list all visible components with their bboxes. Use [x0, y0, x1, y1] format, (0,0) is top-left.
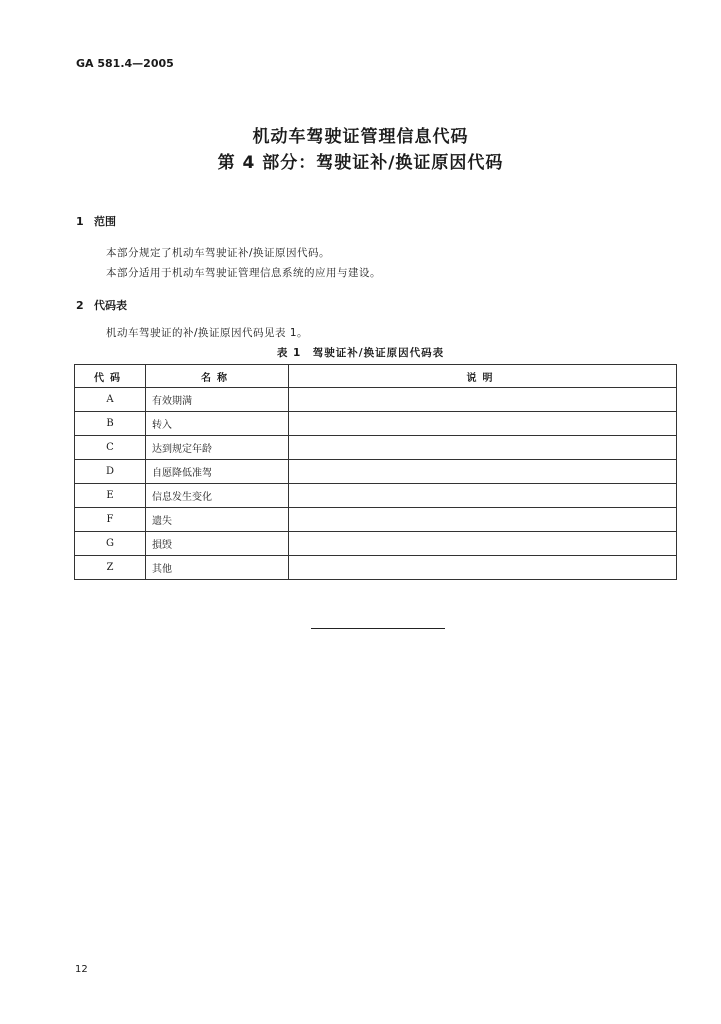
cell-code: B: [75, 412, 146, 436]
end-rule-divider: [311, 628, 445, 629]
cell-description: [289, 436, 677, 460]
cell-description: [289, 484, 677, 508]
cell-code: A: [75, 388, 146, 412]
cell-description: [289, 508, 677, 532]
cell-code: E: [75, 484, 146, 508]
table-row: [75, 460, 677, 484]
table-row: [75, 484, 677, 508]
cell-code: F: [75, 508, 146, 532]
cell-name: 有效期满: [146, 388, 289, 412]
cell-code: D: [75, 460, 146, 484]
cell-name: 自愿降低准驾: [146, 460, 289, 484]
cell-code: G: [75, 532, 146, 556]
cell-code: Z: [75, 556, 146, 580]
table-caption: 表 1 驾驶证补/换证原因代码表: [276, 347, 445, 359]
section-number: 1: [76, 215, 84, 228]
table-row: [75, 436, 677, 460]
cell-name: 信息发生变化: [146, 484, 289, 508]
section-number: 2: [76, 299, 84, 312]
document-subtitle: 第 4 部分：驾驶证补/换证原因代码: [217, 153, 504, 173]
table-header-row: [75, 365, 677, 388]
header-name: 名称: [146, 365, 289, 388]
table-row: [75, 508, 677, 532]
cell-name: 損毁: [146, 532, 289, 556]
section-title: 范围: [94, 215, 116, 228]
standard-code: GA 581.4—2005: [76, 57, 174, 70]
table-row: [75, 556, 677, 580]
cell-description: [289, 556, 677, 580]
table-row: [75, 388, 677, 412]
paragraph: 本部分适用于机动车驾驶证管理信息系统的应用与建设。: [106, 267, 381, 279]
cell-description: [289, 460, 677, 484]
cell-description: [289, 388, 677, 412]
code-table: [74, 364, 677, 580]
cell-name: 遗失: [146, 508, 289, 532]
table-row: [75, 412, 677, 436]
cell-description: [289, 412, 677, 436]
section-title: 代码表: [94, 299, 127, 312]
cell-name: 达到规定年龄: [146, 436, 289, 460]
header-description: 说明: [289, 365, 677, 388]
page-number: 12: [75, 964, 88, 975]
paragraph: 机动车驾驶证的补/换证原因代码见表 1。: [106, 327, 309, 339]
document-title: 机动车驾驶证管理信息代码: [252, 127, 469, 147]
section-heading-code-table: [76, 297, 127, 313]
header-code: 代码: [75, 365, 146, 388]
cell-name: 其他: [146, 556, 289, 580]
cell-name: 转入: [146, 412, 289, 436]
cell-description: [289, 532, 677, 556]
section-heading-scope: [76, 213, 116, 229]
table-row: [75, 532, 677, 556]
paragraph: 本部分规定了机动车驾驶证补/换证原因代码。: [106, 247, 331, 259]
cell-code: C: [75, 436, 146, 460]
